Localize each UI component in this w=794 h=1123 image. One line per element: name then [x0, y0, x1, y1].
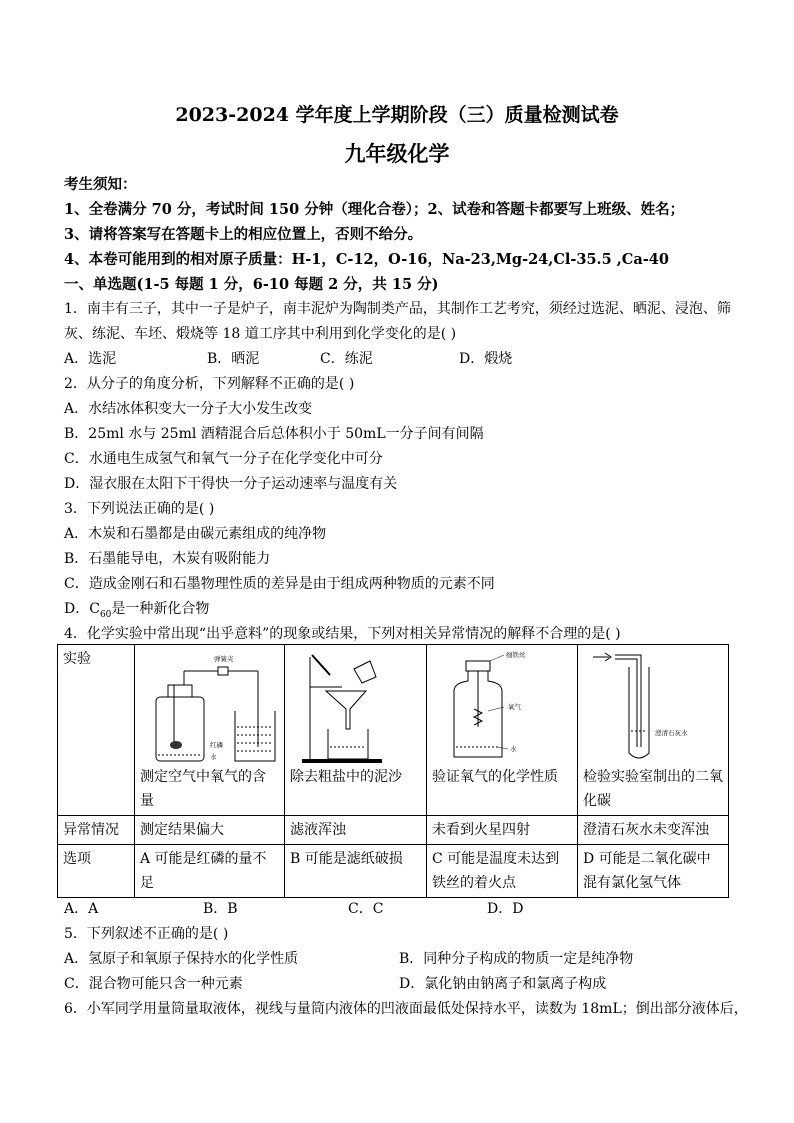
svg-text:弹簧夹: 弹簧夹	[214, 655, 234, 663]
q1-option-b: B．晒泥	[207, 351, 260, 367]
q3-option-c: C．造成金刚石和石墨物理性质的差异是由于组成两种物质的元素不同	[64, 576, 495, 592]
q4-option-c: C．C	[348, 901, 384, 917]
q1-stem-line2: 灰、练泥、车坯、煅烧等 18 道工序其中利用到化学变化的是( )	[64, 326, 457, 342]
q2-option-d: D．湿衣服在太阳下干得快一分子运动速率与温度有关	[64, 476, 398, 492]
filtration-apparatus-icon	[290, 647, 421, 765]
svg-text:氧气: 氧气	[508, 703, 521, 711]
table-cell: 测定结果偏大	[135, 816, 285, 845]
iron-wire-apparatus-icon	[432, 647, 572, 765]
notes-item: 4、本卷可能用到的相对原子质量：H-1，C-12，O-16，Na-23,Mg-24,Cl-35.5 ,Ca-40	[64, 251, 669, 268]
q1-option-c: C．练泥	[320, 351, 373, 367]
questions-4-6	[64, 897, 748, 1022]
q5-option-d: D．氯化钠由钠离子和氯离子构成	[399, 976, 607, 992]
q4-table	[57, 644, 729, 898]
q5-option-c: C．混合物可能只含一种元素	[64, 976, 243, 992]
row-label-anomaly: 异常情况	[58, 816, 135, 845]
notes-item: 1、全卷满分 70 分，考试时间 150 分钟（理化合卷）；2、试卷和答题卡都要写上班级、姓名；	[64, 201, 685, 218]
q1-options	[64, 347, 744, 372]
svg-text:细铁丝: 细铁丝	[506, 651, 526, 659]
svg-text:水: 水	[510, 745, 517, 753]
svg-text:水: 水	[210, 753, 217, 761]
table-cell: B 可能是滤纸破损	[285, 845, 427, 898]
table-cell: C 可能是温度未达到铁丝的着火点	[427, 845, 578, 898]
q5-option-b: B．同种分子构成的物质一定是纯净物	[399, 951, 634, 967]
q1-option-a: A．选泥	[64, 351, 117, 367]
exam-title: 2023-2024 学年度上学期阶段（三）质量检测试卷	[175, 104, 619, 126]
q1-option-d: D．煅烧	[459, 351, 513, 367]
experiment-cell-4	[578, 645, 729, 816]
notes-heading: 考生须知：	[64, 176, 137, 193]
q4-option-b: B．B	[203, 901, 238, 917]
row-label-choice: 选项	[58, 845, 135, 898]
experiment-label: 除去粗盐中的泥沙	[290, 769, 402, 785]
table-cell: D 可能是二氧化碳中混有氯化氢气体	[578, 845, 729, 898]
experiment-label: 检验实验室制出的二氧化碳	[583, 769, 723, 809]
table-row	[58, 816, 729, 845]
q5-option-a: A．氢原子和氧原子保持水的化学性质	[64, 951, 299, 967]
q4-stem: 4．化学实验中常出现“出乎意料”的现象或结果，下列对相关异常情况的解释不合理的是( )	[64, 626, 621, 642]
q2-stem: 2．从分子的角度分析，下列解释不正确的是( )	[64, 376, 355, 392]
q3-stem: 3．下列说法正确的是( )	[64, 501, 215, 517]
q3-option-b: B．石墨能导电，木炭有吸附能力	[64, 551, 271, 567]
table-cell: 未看到火星四射	[427, 816, 578, 845]
experiment-cell-3	[427, 645, 578, 816]
experiment-cell-2	[285, 645, 427, 816]
limewater-apparatus-icon	[583, 647, 723, 765]
table-cell: A 可能是红磷的量不足	[135, 845, 285, 898]
q3-option-a: A．木炭和石墨都是由碳元素组成的纯净物	[64, 526, 327, 542]
experiment-cell-1	[135, 645, 285, 816]
q4-option-a: A．A	[64, 901, 99, 917]
q3-option-d: D．$C_{60}$是一种新化合物	[64, 601, 210, 620]
table-cell: 澄清石灰水未变浑浊	[578, 816, 729, 845]
q2-option-c: C．水通电生成氢气和氧气一分子在化学变化中可分	[64, 451, 383, 467]
table-row	[58, 645, 729, 816]
experiment-label: 验证氧气的化学性质	[432, 769, 558, 785]
table-row	[58, 845, 729, 898]
notes-item: 3、请将答案写在答题卡上的相应位置上，否则不给分。	[64, 226, 423, 243]
q5-stem: 5．下列叙述不正确的是( )	[64, 926, 229, 942]
q6-stem-line1: 6．小军同学用量筒量取液体，视线与量筒内液体的凹液面最低处保持水平，读数为 18mL；倒出部分液体后，	[64, 1001, 748, 1017]
svg-text:红磷: 红磷	[210, 741, 223, 749]
row-label-experiment: 实验	[58, 645, 135, 816]
exam-notes	[64, 172, 754, 297]
table-cell: 滤液浑浊	[285, 816, 427, 845]
exam-subject: 九年级化学	[344, 141, 450, 166]
q1-stem-line1: 1．南丰有三子，其中一子是炉子，南丰泥炉为陶制类产品，其制作工艺考究，须经过选泥、晒泥、浸泡、筛	[64, 301, 731, 317]
section-heading: 一、单选题(1-5 每题 1 分，6-10 每题 2 分，共 15 分)	[64, 276, 439, 293]
questions-1-3	[64, 297, 744, 647]
phosphorus-apparatus-icon	[140, 647, 279, 765]
q4-option-d: D．D	[487, 901, 524, 917]
q4-options	[64, 897, 744, 922]
q2-option-a: A．水结冰体积变大一分子大小发生改变	[64, 401, 313, 417]
q2-option-b: B．25ml 水与 25ml 酒精混合后总体积小于 50mL一分子间有间隔	[64, 426, 484, 442]
svg-text:澄清石灰水: 澄清石灰水	[655, 729, 688, 737]
experiment-label: 测定空气中氧气的含量	[140, 769, 266, 809]
